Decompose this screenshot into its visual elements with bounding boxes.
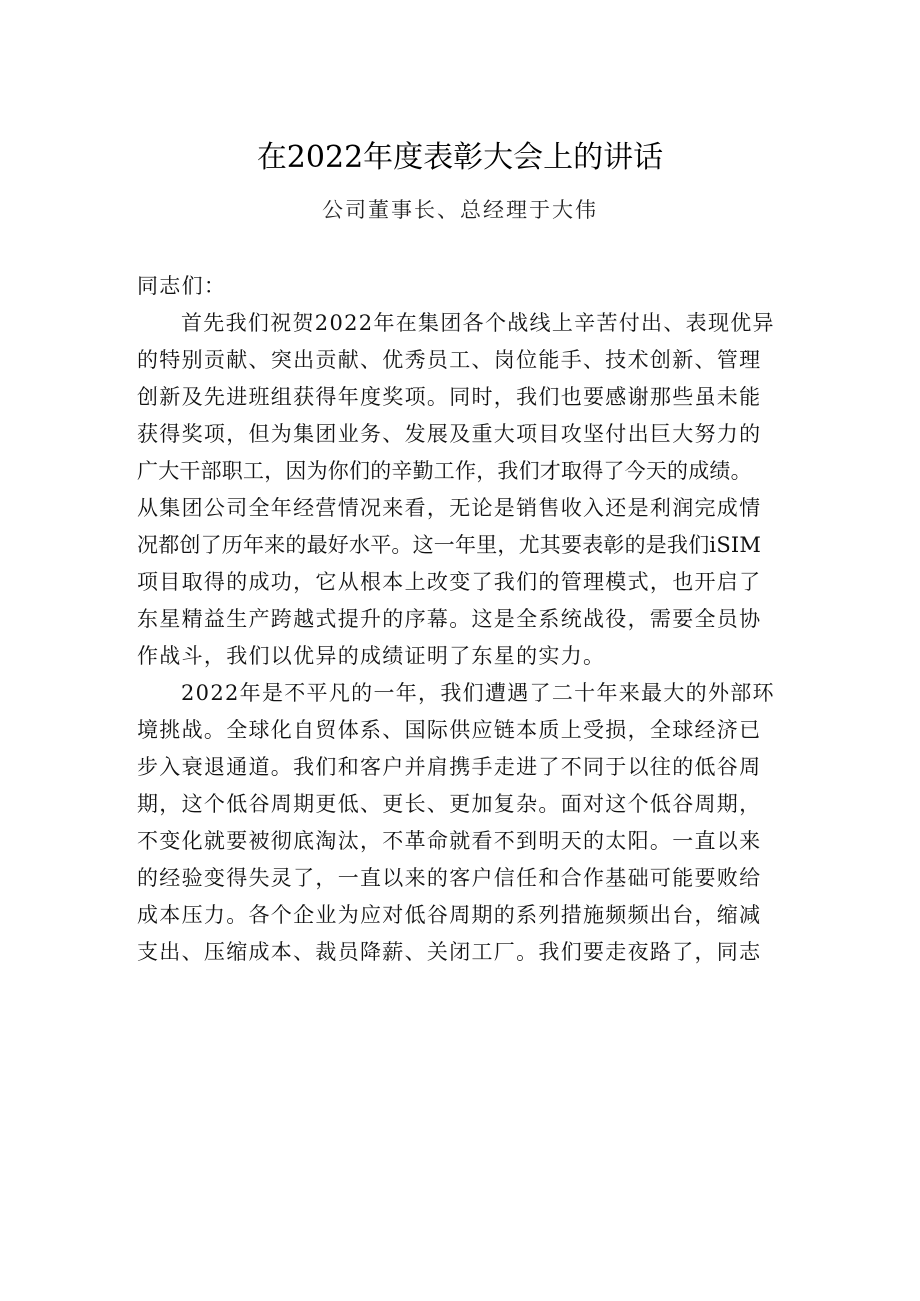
paragraph-line: 步入衰退通道。我们和客户并肩携手走进了不同于以往的低谷周 — [137, 755, 762, 779]
salutation: 同志们： — [137, 274, 227, 298]
paragraph-line: 期，这个低谷周期更低、更长、更加复杂。面对这个低谷周期， — [137, 792, 762, 816]
paragraph-line: 东星精益生产跨越式提升的序幕。这是全系统战役，需要全员协 — [137, 607, 762, 631]
paragraph-line: 支出、压缩成本、裁员降薪、关闭工厂。我们要走夜路了，同志 — [137, 940, 762, 964]
paragraph-2 — [137, 675, 797, 971]
document-body — [137, 268, 797, 971]
paragraph-line: 成本压力。各个企业为应对低谷周期的系列措施频频出台，缩减 — [137, 903, 762, 927]
paragraph-line: 不变化就要被彻底淘汰，不革命就看不到明天的太阳。一直以来 — [137, 829, 762, 853]
paragraph-line: 从集团公司全年经营情况来看，无论是销售收入还是利润完成情 — [137, 496, 762, 520]
paragraph-line: 的特别贡献、突出贡献、优秀员工、岗位能手、技术创新、管理 — [137, 348, 762, 372]
paragraph-line: 作战斗，我们以优异的成绩证明了东星的实力。 — [137, 644, 606, 668]
paragraph-line: 获得奖项，但为集团业务、发展及重大项目攻坚付出巨大努力的 — [137, 422, 762, 446]
paragraph-line: 广大干部职工，因为你们的辛勤工作，我们才取得了今天的成绩。 — [137, 459, 752, 483]
document-subtitle: 公司董事长、总经理于大伟 — [322, 198, 598, 222]
document-title: 在2022年度表彰大会上的讲话 — [256, 140, 664, 175]
paragraph-line: 2022年是不平凡的一年，我们遭遇了二十年来最大的外部环 — [181, 681, 775, 705]
paragraph-1 — [137, 305, 797, 675]
paragraph-line: 项目取得的成功，它从根本上改变了我们的管理模式，也开启了 — [137, 570, 762, 594]
paragraph-line: 首先我们祝贺2022年在集团各个战线上辛苦付出、表现优异 — [181, 311, 775, 335]
paragraph-line: 况都创了历年来的最好水平。这一年里，尤其要表彰的是我们iSIM — [137, 533, 762, 557]
paragraph-line: 境挑战。全球化自贸体系、国际供应链本质上受损，全球经济已 — [137, 718, 762, 742]
paragraph-line: 的经验变得失灵了，一直以来的客户信任和合作基础可能要败给 — [137, 866, 762, 890]
paragraph-line: 创新及先进班组获得年度奖项。同时，我们也要感谢那些虽未能 — [137, 385, 762, 409]
